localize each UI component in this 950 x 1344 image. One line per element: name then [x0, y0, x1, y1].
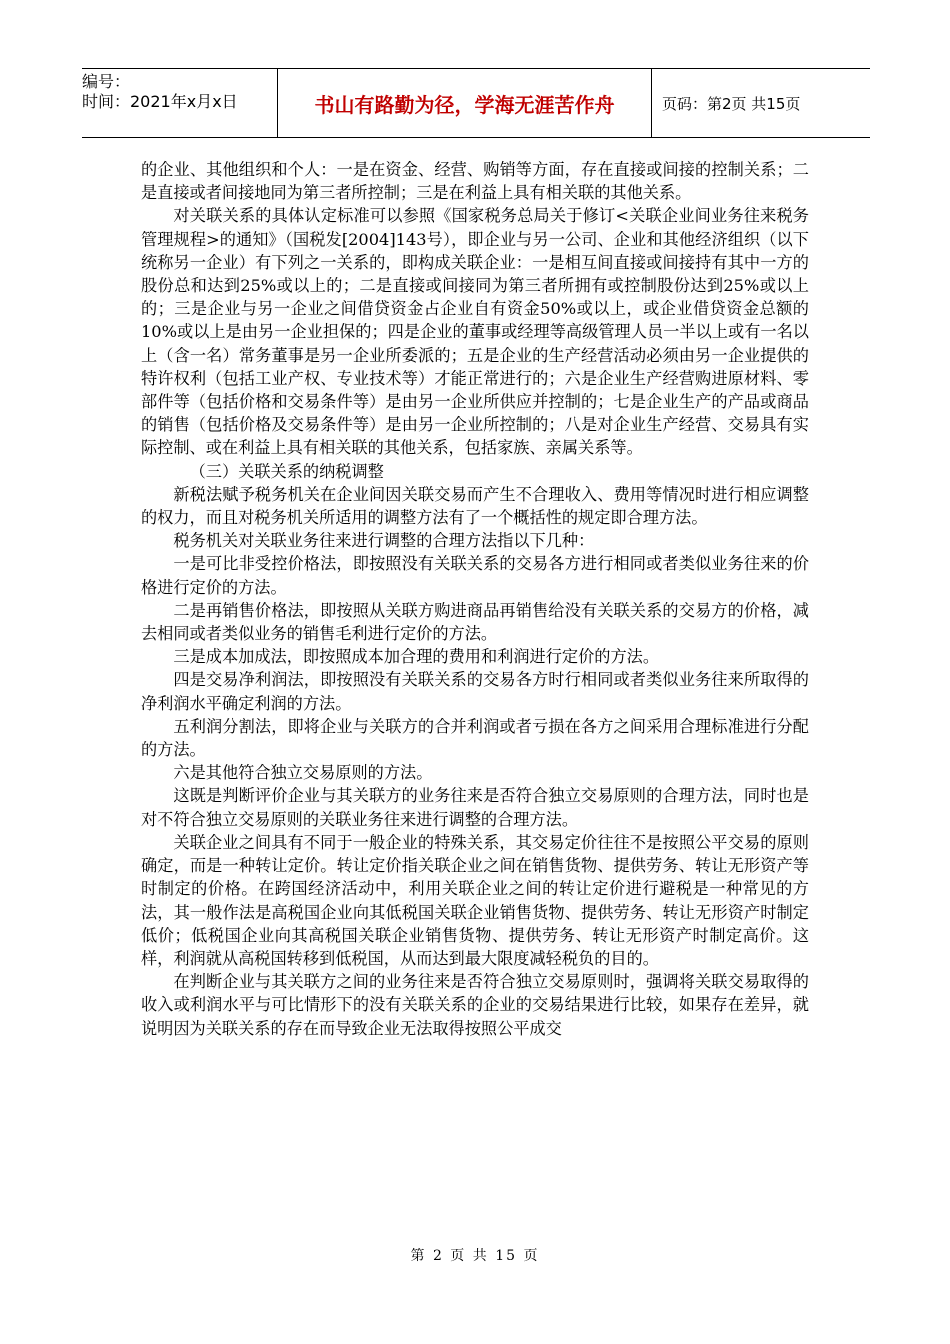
paragraph: 税务机关对关联业务往来进行调整的合理方法指以下几种：: [173, 531, 595, 551]
header-motto: 书山有路勤为径，学海无涯苦作舟: [278, 69, 652, 137]
paragraph: 这既是判断评价企业与其关联方的业务往来是否符合独立交易原则的合理方法，同时也是对不符合独立交易原则的关联业务往来进行调整的合理方法。: [141, 786, 809, 829]
paragraph: 的企业、其他组织和个人：一是在资金、经营、购销等方面，存在直接或间接的控制关系；二是直接或者间接地同为第三者所控制；三是在利益上具有相关联的其他关系。: [141, 160, 809, 203]
paragraph: 一是可比非受控价格法，即按照没有关联关系的交易各方进行相同或者类似业务往来的价格进行定价的方法。: [141, 554, 809, 597]
document-body: [141, 158, 809, 1040]
paragraph: 关联企业之间具有不同于一般企业的特殊关系，其交易定价往往不是按照公平交易的原则确定，而是一种转让定价。转让定价指关联企业之间在销售货物、提供劳务、转让无形资产等时制定的价格。在跨国经济活动中，利用关联企业之间的转让定价进行避税是一种常见的方法，其一般作法是高税国企业向其低税国关联企业销售货物、提供劳务、转让无形资产时制定低价；低税国企业向其高税国关联企业销售货物、提供劳务、转让无形资产时制定高价。这样，利润就从高税国转移到低税国，从而达到最大限度减轻税负的目的。: [141, 832, 809, 968]
paragraph: 三是成本加成法，即按照成本加合理的费用和利润进行定价的方法。: [173, 647, 660, 667]
section-heading: （三）关联关系的纳税调整: [189, 461, 384, 481]
paragraph: 在判断企业与其关联方之间的业务往来是否符合独立交易原则时，强调将关联交易取得的收入或利润水平与可比情形下的没有关联关系的企业的交易结果进行比较，如果存在差异，就说明因为关联关系的存在而导致企业无法取得按照公平成交: [141, 972, 809, 1038]
paragraph: 四是交易净利润法，即按照没有关联关系的交易各方时行相同或者类似业务往来所取得的净利润水平确定利润的方法。: [141, 670, 809, 713]
paragraph: 五利润分割法，即将企业与关联方的合并利润或者亏损在各方之间采用合理标准进行分配的方法。: [141, 716, 809, 760]
header-page-info: 页码：第2页 共15页: [662, 94, 801, 113]
document-date-label: 时间：2021年x月x日: [82, 92, 238, 111]
header-meta: [82, 69, 278, 137]
paragraph: 新税法赋予税务机关在企业间因关联交易而产生不合理收入、费用等情况时进行相应调整的权力，而且对税务机关所适用的调整方法有了一个概括性的规定即合理方法。: [141, 484, 809, 528]
paragraph: 二是再销售价格法，即按照从关联方购进商品再销售给没有关联关系的交易方的价格，减去相同或者类似业务的销售毛利进行定价的方法。: [141, 600, 809, 644]
page-header: [82, 68, 870, 138]
paragraph: 对关联关系的具体认定标准可以参照《国家税务总局关于修订<关联企业间业务往来税务管理规程>的通知》（国税发[2004]143号），即企业与另一公司、企业和其他经济组织（以下统称另一企业）有下列之一关系的，即构成关联企业：一是相互间直接或间接持有其中一方的股份总和达到25%或以上的；二是直接或间接同为第三者所拥有或控制股份达到25%或以上的；三是企业与另一企业之间借贷资金占企业自有资金50%或以上，或企业借贷资金总额的10%或以上是由另一企业担保的；四是企业的董事或经理等高级管理人员一半以上或有一名以上（含一名）常务董事是另一企业所委派的；五是企业的生产经营活动必须由另一企业提供的特许权利（包括工业产权、专业技术等）才能正常进行的；六是企业生产经营购进原材料、零部件等（包括价格和交易条件等）是由另一企业所供应并控制的；七是企业生产的产品或商品的销售（包括价格及交易条件等）是由另一企业所控制的；八是对企业生产经营、交易具有实际控制、或在利益上具有相关联的其他关系，包括家族、亲属关系等。: [141, 206, 809, 458]
page-footer: 第 2 页 共 15 页: [410, 1248, 540, 1264]
paragraph: 六是其他符合独立交易原则的方法。: [173, 763, 433, 783]
document-number-label: 编号：: [82, 72, 131, 91]
